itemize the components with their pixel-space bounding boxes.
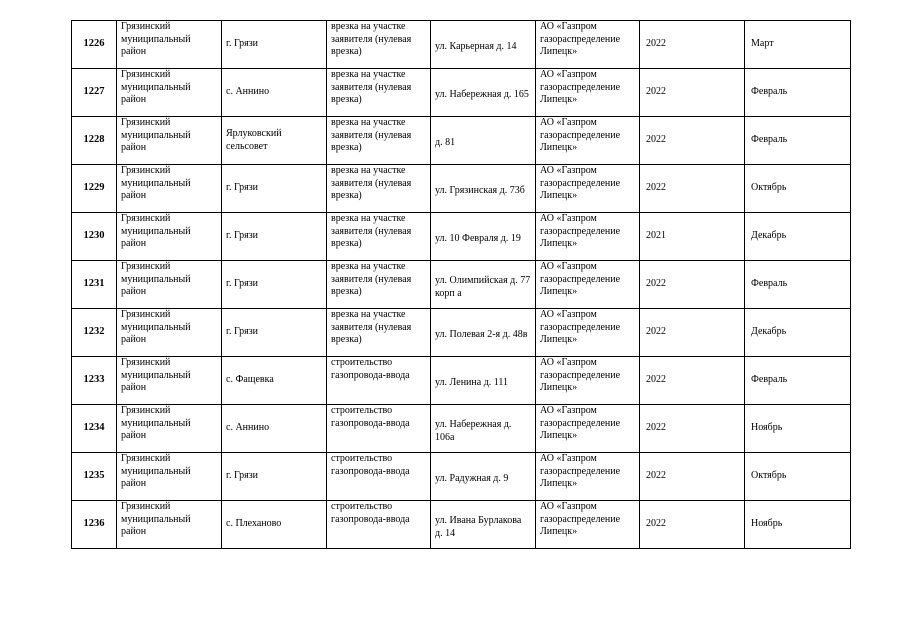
- district-cell: Грязинский муниципальный район: [117, 69, 222, 117]
- locality-cell: г. Грязи: [222, 21, 327, 69]
- address-cell: [431, 501, 536, 549]
- address-cell: [431, 405, 536, 453]
- row-number-cell: 1232: [72, 309, 117, 357]
- locality-cell: с. Плеханово: [222, 501, 327, 549]
- table-row: [72, 405, 851, 453]
- address-text: ул. 10 Февраля д. 19: [435, 233, 521, 245]
- row-number-cell: 1229: [72, 165, 117, 213]
- organization-cell: АО «Газпром газораспределение Липецк»: [536, 453, 640, 501]
- organization-cell: АО «Газпром газораспределение Липецк»: [536, 165, 640, 213]
- work-type-cell: строительство газопровода-ввода: [327, 501, 431, 549]
- table-row: [72, 117, 851, 165]
- district-cell: Грязинский муниципальный район: [117, 165, 222, 213]
- address-text: ул. Ленина д. 111: [435, 377, 509, 389]
- address-cell: [431, 453, 536, 501]
- row-number-cell: 1228: [72, 117, 117, 165]
- row-number-cell: 1233: [72, 357, 117, 405]
- year-cell: 2022: [640, 21, 745, 69]
- locality-cell: с. Фащевка: [222, 357, 327, 405]
- address-cell: [431, 261, 536, 309]
- table-row: [72, 501, 851, 549]
- address-text: ул. Полевая 2-я д. 48в: [435, 329, 528, 341]
- organization-cell: АО «Газпром газораспределение Липецк»: [536, 69, 640, 117]
- row-number-cell: 1235: [72, 453, 117, 501]
- year-cell: 2021: [640, 213, 745, 261]
- district-cell: Грязинский муниципальный район: [117, 117, 222, 165]
- work-type-cell: врезка на участке заявителя (нулевая врезка): [327, 69, 431, 117]
- row-number-cell: 1234: [72, 405, 117, 453]
- address-cell: [431, 117, 536, 165]
- table-row: [72, 309, 851, 357]
- work-type-cell: врезка на участке заявителя (нулевая врезка): [327, 165, 431, 213]
- address-cell: [431, 309, 536, 357]
- month-cell: Октябрь: [745, 453, 851, 501]
- year-cell: 2022: [640, 69, 745, 117]
- month-cell: Февраль: [745, 69, 851, 117]
- address-text: ул. Радужная д. 9: [435, 473, 509, 485]
- work-type-cell: строительство газопровода-ввода: [327, 357, 431, 405]
- work-type-cell: врезка на участке заявителя (нулевая врезка): [327, 261, 431, 309]
- month-cell: Октябрь: [745, 165, 851, 213]
- month-cell: Ноябрь: [745, 501, 851, 549]
- month-cell: Декабрь: [745, 309, 851, 357]
- month-cell: Ноябрь: [745, 405, 851, 453]
- address-text: ул. Олимпийская д. 77 корп а: [435, 275, 531, 299]
- address-text: д. 81: [435, 137, 456, 149]
- year-cell: 2022: [640, 453, 745, 501]
- table-body: [72, 21, 851, 549]
- address-cell: [431, 69, 536, 117]
- organization-cell: АО «Газпром газораспределение Липецк»: [536, 357, 640, 405]
- table-row: [72, 453, 851, 501]
- address-cell: [431, 165, 536, 213]
- address-cell: [431, 357, 536, 405]
- row-number-cell: 1231: [72, 261, 117, 309]
- locality-cell: г. Грязи: [222, 261, 327, 309]
- locality-cell: с. Аннино: [222, 405, 327, 453]
- work-type-cell: врезка на участке заявителя (нулевая врезка): [327, 213, 431, 261]
- address-text: ул. Карьерная д. 14: [435, 41, 517, 53]
- district-cell: Грязинский муниципальный район: [117, 501, 222, 549]
- month-cell: Февраль: [745, 357, 851, 405]
- district-cell: Грязинский муниципальный район: [117, 405, 222, 453]
- address-text: ул. Набережная д. 106а: [435, 419, 512, 443]
- district-cell: Грязинский муниципальный район: [117, 213, 222, 261]
- district-cell: Грязинский муниципальный район: [117, 261, 222, 309]
- organization-cell: АО «Газпром газораспределение Липецк»: [536, 405, 640, 453]
- organization-cell: АО «Газпром газораспределение Липецк»: [536, 213, 640, 261]
- organization-cell: АО «Газпром газораспределение Липецк»: [536, 501, 640, 549]
- work-type-cell: строительство газопровода-ввода: [327, 405, 431, 453]
- year-cell: 2022: [640, 357, 745, 405]
- organization-cell: АО «Газпром газораспределение Липецк»: [536, 117, 640, 165]
- address-cell: [431, 21, 536, 69]
- work-type-cell: строительство газопровода-ввода: [327, 453, 431, 501]
- district-cell: Грязинский муниципальный район: [117, 453, 222, 501]
- year-cell: 2022: [640, 261, 745, 309]
- table-row: [72, 261, 851, 309]
- locality-cell: г. Грязи: [222, 165, 327, 213]
- address-text: ул. Грязинская д. 73б: [435, 185, 525, 197]
- work-type-cell: врезка на участке заявителя (нулевая врезка): [327, 117, 431, 165]
- table-row: [72, 21, 851, 69]
- locality-cell: г. Грязи: [222, 213, 327, 261]
- locality-cell: Ярлуковский сельсовет: [222, 117, 327, 165]
- row-number-cell: 1230: [72, 213, 117, 261]
- document-page: [71, 20, 850, 549]
- organization-cell: АО «Газпром газораспределение Липецк»: [536, 309, 640, 357]
- work-type-cell: врезка на участке заявителя (нулевая врезка): [327, 21, 431, 69]
- address-text: ул. Ивана Бурлакова д. 14: [435, 515, 522, 539]
- district-cell: Грязинский муниципальный район: [117, 21, 222, 69]
- year-cell: 2022: [640, 165, 745, 213]
- locality-cell: с. Аннино: [222, 69, 327, 117]
- locality-cell: г. Грязи: [222, 453, 327, 501]
- organization-cell: АО «Газпром газораспределение Липецк»: [536, 261, 640, 309]
- district-cell: Грязинский муниципальный район: [117, 309, 222, 357]
- year-cell: 2022: [640, 501, 745, 549]
- work-type-cell: врезка на участке заявителя (нулевая врезка): [327, 309, 431, 357]
- gasification-table: [71, 20, 851, 549]
- table-row: [72, 69, 851, 117]
- table-row: [72, 357, 851, 405]
- table-row: [72, 165, 851, 213]
- row-number-cell: 1226: [72, 21, 117, 69]
- row-number-cell: 1236: [72, 501, 117, 549]
- address-cell: [431, 213, 536, 261]
- month-cell: Декабрь: [745, 213, 851, 261]
- month-cell: Март: [745, 21, 851, 69]
- year-cell: 2022: [640, 117, 745, 165]
- month-cell: Февраль: [745, 261, 851, 309]
- year-cell: 2022: [640, 405, 745, 453]
- table-row: [72, 213, 851, 261]
- address-text: ул. Набережная д. 165: [435, 89, 529, 101]
- year-cell: 2022: [640, 309, 745, 357]
- locality-cell: г. Грязи: [222, 309, 327, 357]
- row-number-cell: 1227: [72, 69, 117, 117]
- month-cell: Февраль: [745, 117, 851, 165]
- district-cell: Грязинский муниципальный район: [117, 357, 222, 405]
- organization-cell: АО «Газпром газораспределение Липецк»: [536, 21, 640, 69]
